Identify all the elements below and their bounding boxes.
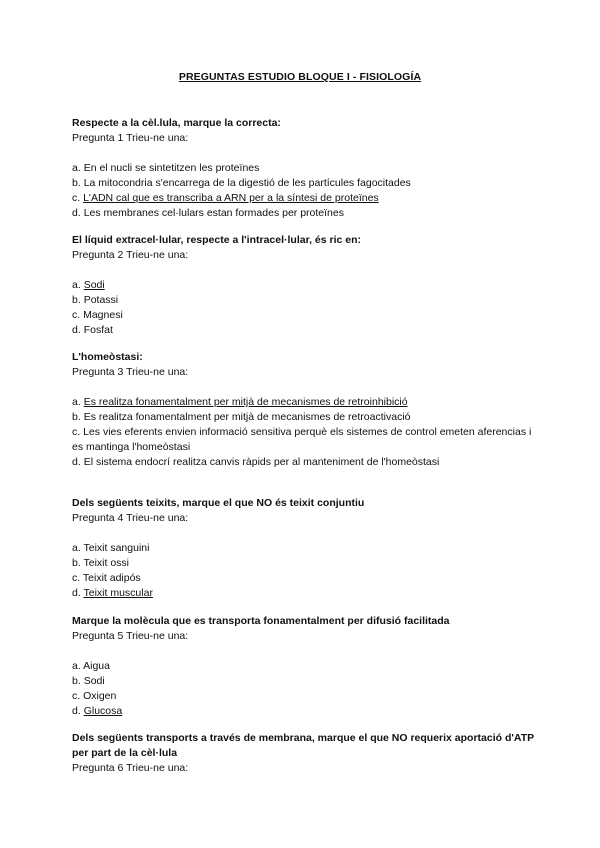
option-a [72, 659, 542, 674]
question-6 [72, 731, 542, 791]
option-text: Les vies eferents envien informació sensitiva perquè els sistemes de control emeten aferencias i es mantinga l'homeòstasi [72, 426, 532, 453]
question-heading: Respecte a la cèl.lula, marque la correcta: [72, 117, 281, 129]
option-letter: a. [72, 660, 81, 672]
option-text: Sodi [83, 675, 105, 687]
option-d [72, 586, 542, 601]
option-letter: d. [72, 207, 81, 219]
option-letter: d. [72, 705, 81, 717]
option-text-correct: Es realitza fonamentalment per mitjà de mecanismes de retroinhibició [83, 396, 408, 408]
option-text: En el nucli se sintetitzen les proteïnes [83, 162, 260, 174]
question-5 [72, 614, 542, 719]
question-1 [72, 116, 542, 221]
question-subtitle: Pregunta 3 Trieu-ne una: [72, 366, 189, 378]
option-text-correct: L'ADN cal que es transcriba a ARN per a la síntesi de proteïnes [83, 192, 379, 204]
option-letter: b. [72, 557, 81, 569]
option-d [72, 455, 542, 470]
option-letter: c. [72, 309, 81, 321]
option-text: Magnesi [83, 309, 123, 321]
question-subtitle: Pregunta 1 Trieu-ne una: [72, 132, 189, 144]
option-letter: b. [72, 294, 81, 306]
option-text-correct: Glucosa [83, 705, 123, 717]
question-3 [72, 350, 542, 470]
option-b [72, 293, 542, 308]
option-letter: c. [72, 426, 81, 438]
option-text: Teixit sanguini [83, 542, 150, 554]
option-b [72, 556, 542, 571]
question-subtitle: Pregunta 5 Trieu-ne una: [72, 630, 189, 642]
option-c [72, 689, 542, 704]
question-heading: El líquid extracel·lular, respecte a l'intracel·lular, és ric en: [72, 234, 362, 246]
question-heading: Dels següents transports a través de membrana, marque el que NO requerix aportació d'ATP per part de la cèl·lula [72, 732, 534, 759]
option-letter: a. [72, 279, 81, 291]
option-c [72, 308, 542, 323]
option-letter: c. [72, 192, 81, 204]
option-letter: d. [72, 456, 81, 468]
option-a [72, 395, 542, 410]
option-text: Aigua [83, 660, 110, 672]
option-d [72, 323, 542, 338]
option-text: Teixit ossi [83, 557, 130, 569]
option-d [72, 206, 542, 221]
option-a [72, 541, 542, 556]
option-letter: c. [72, 690, 81, 702]
option-b [72, 410, 542, 425]
option-c [72, 425, 532, 455]
option-text: Potassi [83, 294, 119, 306]
question-heading: L'homeòstasi: [72, 351, 143, 363]
option-text: Les membranes cel·lulars estan formades per proteïnes [83, 207, 344, 219]
option-letter: d. [72, 587, 81, 599]
page-title: PREGUNTAS ESTUDIO BLOQUE I - FISIOLOGÍA [178, 71, 422, 83]
question-subtitle: Pregunta 6 Trieu-ne una: [72, 762, 189, 774]
question-4 [72, 496, 542, 601]
option-b [72, 674, 542, 689]
option-text: La mitocondria s'encarrega de la digestió de les partícules fagocitades [83, 177, 411, 189]
option-letter: a. [72, 542, 81, 554]
option-text: Oxigen [83, 690, 117, 702]
option-c [72, 571, 542, 586]
question-heading: Dels següents teixits, marque el que NO és teixit conjuntiu [72, 497, 365, 509]
option-c [72, 191, 542, 206]
option-text: Teixit adipós [82, 572, 141, 584]
option-text: Fosfat [83, 324, 113, 336]
question-heading: Marque la molècula que es transporta fonamentalment per difusió facilitada [72, 615, 450, 627]
option-a [72, 161, 542, 176]
option-letter: b. [72, 675, 81, 687]
option-letter: d. [72, 324, 81, 336]
option-d [72, 704, 542, 719]
option-letter: a. [72, 162, 81, 174]
option-text: El sistema endocrí realitza canvis ràpids per al manteniment de l'homeòstasi [83, 456, 440, 468]
option-letter: b. [72, 177, 81, 189]
option-b [72, 176, 542, 191]
option-letter: c. [72, 572, 81, 584]
option-text: Es realitza fonamentalment per mitjà de mecanismes de retroactivació [83, 411, 411, 423]
question-2 [72, 233, 542, 338]
question-subtitle: Pregunta 2 Trieu-ne una: [72, 249, 189, 261]
option-a [72, 278, 542, 293]
option-text-correct: Sodi [83, 279, 105, 291]
option-text-correct: Teixit muscular [83, 587, 153, 599]
option-letter: a. [72, 396, 81, 408]
question-subtitle: Pregunta 4 Trieu-ne una: [72, 512, 189, 524]
option-letter: b. [72, 411, 81, 423]
